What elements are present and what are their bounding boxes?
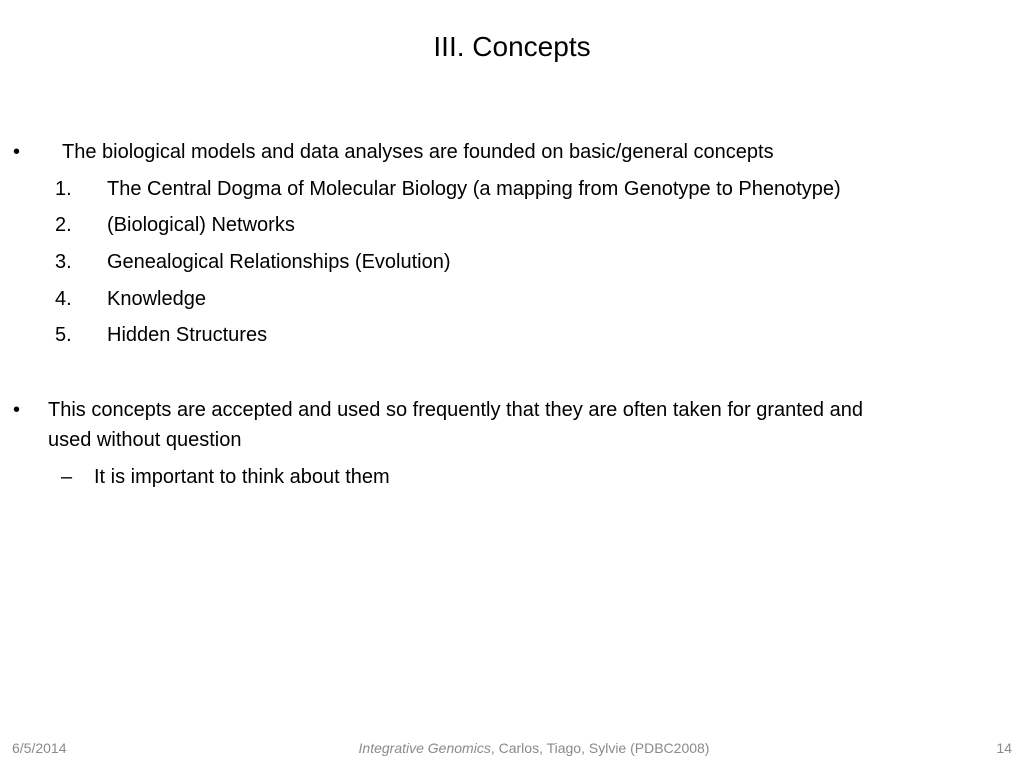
sub-bullet-text: It is important to think about them	[94, 466, 390, 488]
list-number: 2.	[55, 214, 72, 236]
list-item	[0, 210, 1024, 240]
footer-citation-title: Integrative Genomics	[358, 740, 491, 756]
list-item	[0, 320, 1024, 350]
list-item-text: Hidden Structures	[107, 324, 268, 346]
dash-marker: –	[61, 466, 73, 488]
list-number: 5.	[55, 324, 72, 346]
list-number: 1.	[55, 178, 72, 200]
footer-date: 6/5/2014	[12, 740, 67, 756]
bullet-text-line-2: used without question	[48, 429, 242, 451]
list-item-text: (Biological) Networks	[107, 214, 295, 236]
list-item	[0, 247, 1024, 277]
list-item	[0, 174, 1024, 204]
list-number: 4.	[55, 288, 72, 310]
bullet-marker: •	[13, 141, 21, 163]
slide-title: III. Concepts	[433, 31, 591, 62]
bullet-text: The biological models and data analyses are founded on basic/general concepts	[62, 141, 774, 163]
footer-citation-authors: , Carlos, Tiago, Sylvie (PDBC2008)	[490, 740, 710, 756]
bullet-1	[0, 137, 1024, 167]
list-number: 3.	[55, 251, 72, 273]
list-item-text: The Central Dogma of Molecular Biology (a mapping from Genotype to Phenotype)	[107, 178, 841, 200]
list-item-text: Knowledge	[107, 288, 206, 310]
sub-bullet	[0, 462, 1024, 492]
list-item-text: Genealogical Relationships (Evolution)	[107, 251, 451, 273]
bullet-text-line-1: This concepts are accepted and used so frequently that they are often taken for granted and	[48, 399, 863, 421]
bullet-marker: •	[13, 399, 21, 421]
bullet-2	[0, 395, 1024, 425]
list-item	[0, 284, 1024, 314]
page-number: 14	[996, 740, 1012, 756]
footer-citation	[0, 738, 1024, 758]
bullet-2-continued	[0, 425, 1024, 455]
